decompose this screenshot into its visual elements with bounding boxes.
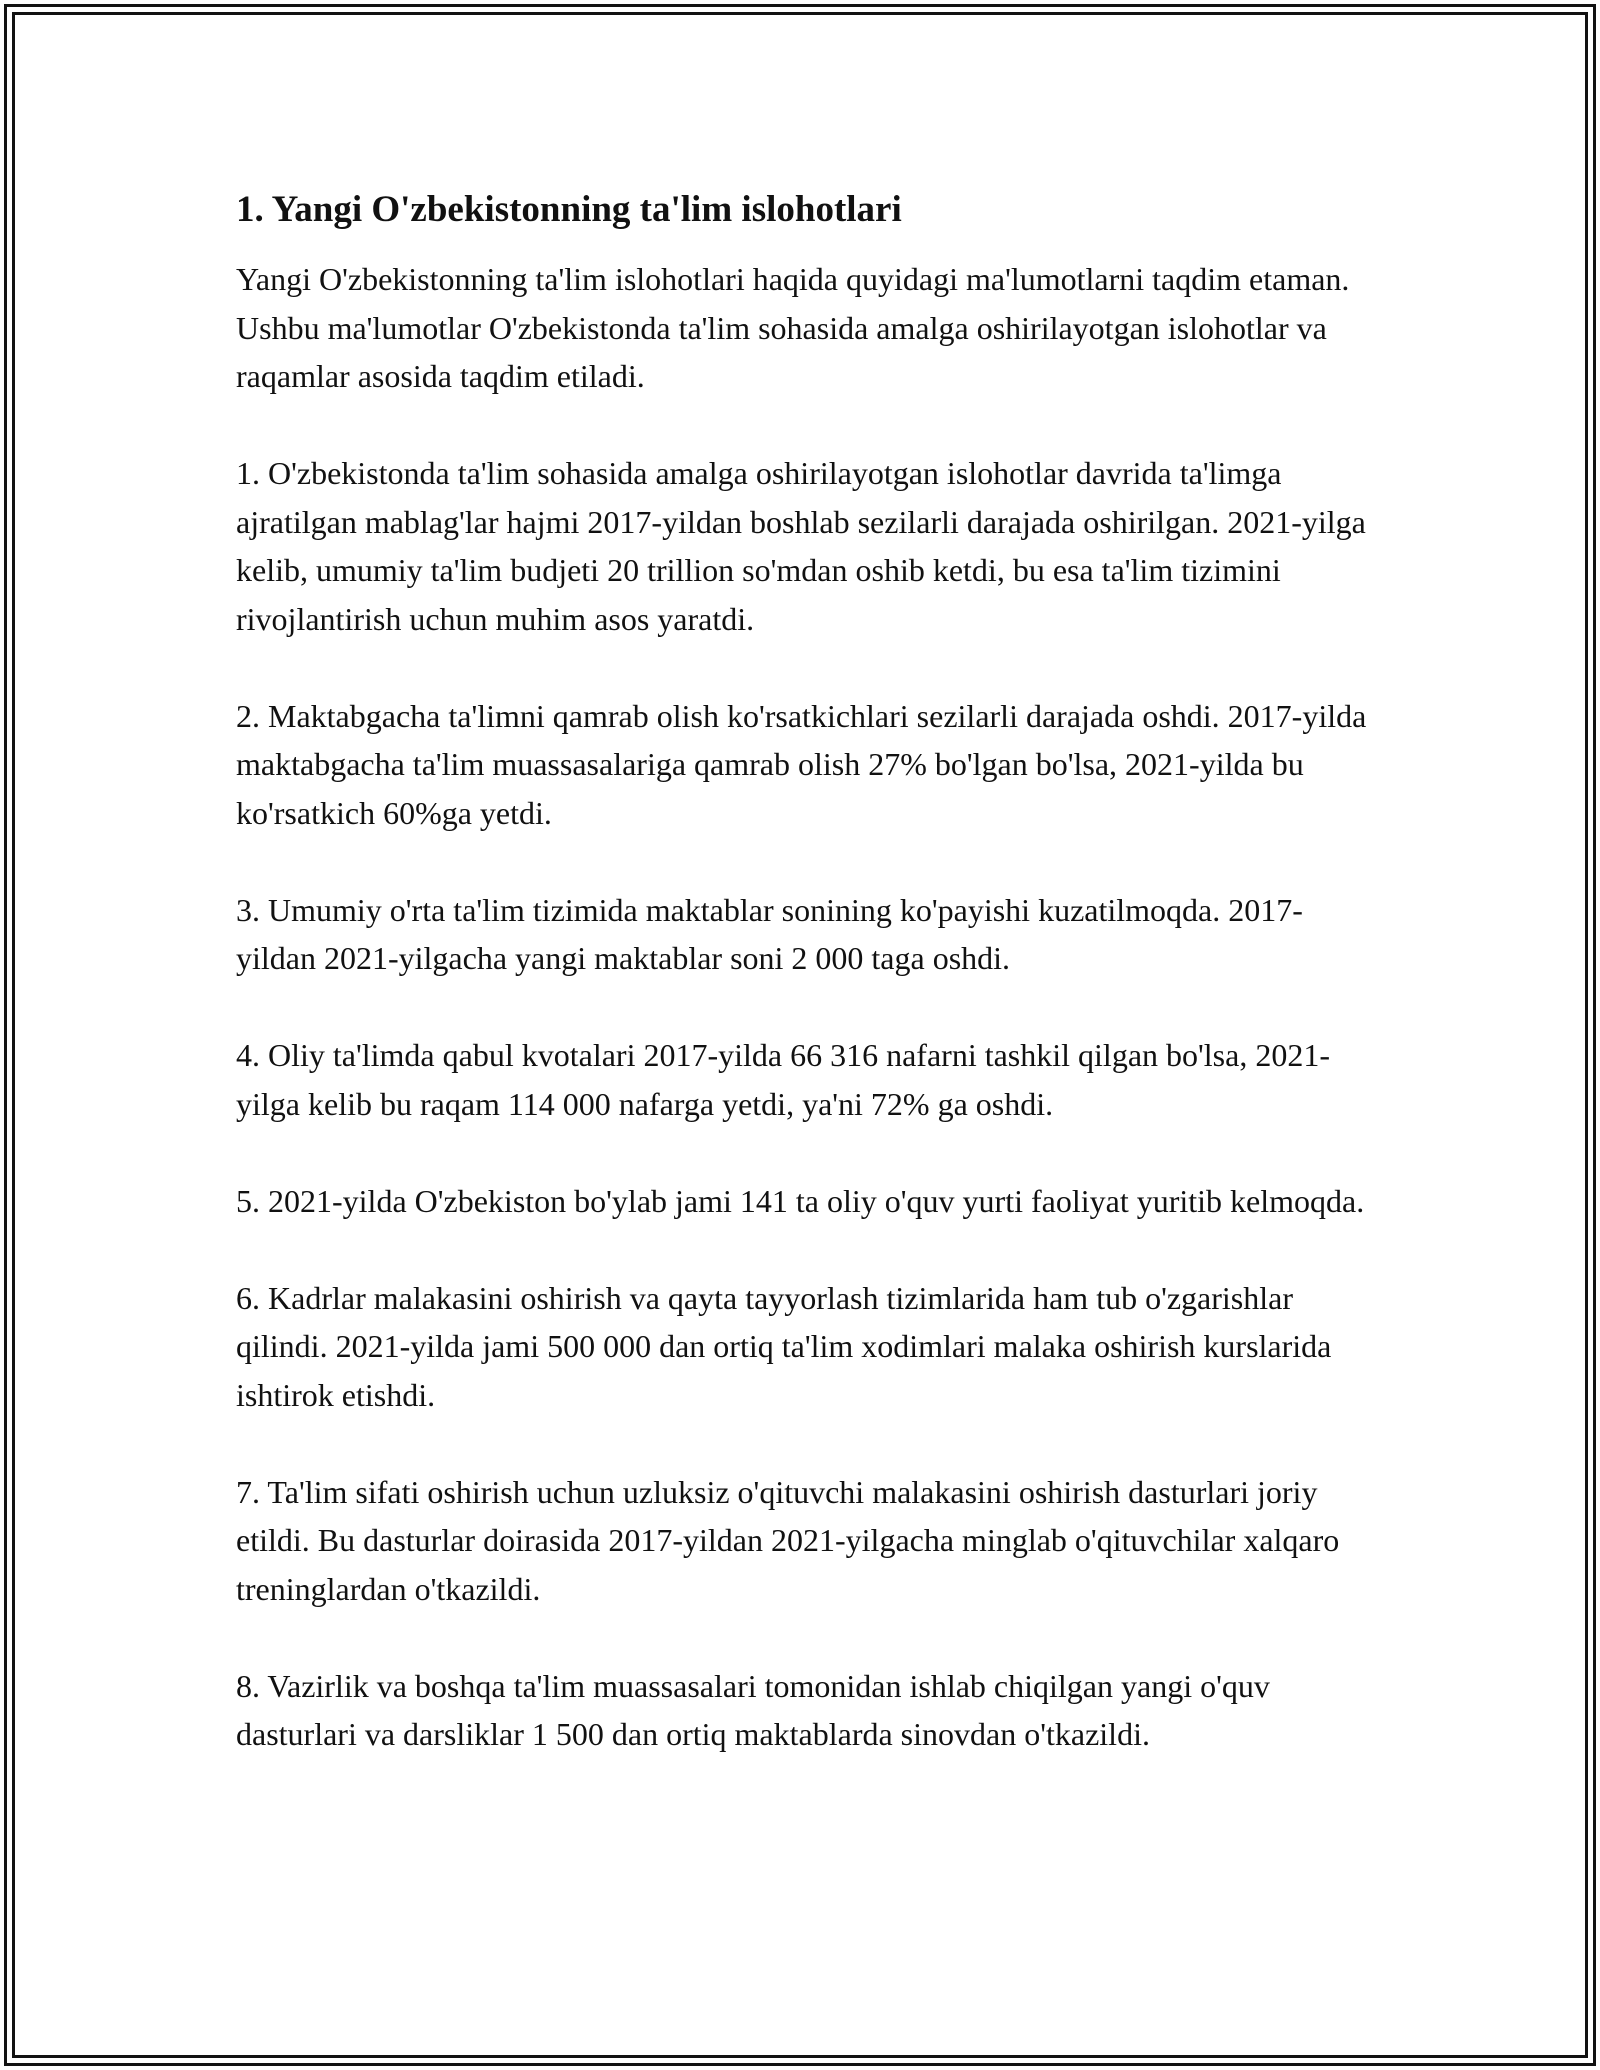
list-item-7: 7. Ta'lim sifati oshirish uchun uzluksiz o'qituvchi malakasini oshirish dasturlari joriy etildi. Bu dasturlar doirasida 2017-yildan 2021-yilgacha minglab o'qituvchilar xalqaro treninglardan o'tkazildi. [236,1473,1340,1607]
section-heading: 1. Yangi O'zbekistonning ta'lim islohotlari [236,189,902,230]
list-item-6: 6. Kadrlar malakasini oshirish va qayta tayyorlash tizimlarida ham tub o'zgarishlar qilindi. 2021-yilda jami 500 000 dan ortiq ta'lim xodimlari malaka oshirish kurslarida ishtirok etishdi. [236,1279,1332,1413]
list-item-5: 5. 2021-yilda O'zbekiston bo'ylab jami 141 ta oliy o'quv yurti faoliyat yuritib kelmoqda. [236,1182,1365,1219]
list-item-4: 4. Oliy ta'limda qabul kvotalari 2017-yilda 66 316 nafarni tashkil qilgan bo'lsa, 2021-yilga kelib bu raqam 114 000 nafarga yetdi, ya'ni 72% ga oshdi. [236,1037,1330,1122]
list-item-1: 1. O'zbekistonda ta'lim sohasida amalga oshirilayotgan islohotlar davrida ta'limga ajratilgan mablag'lar hajmi 2017-yildan boshlab sezilarli darajada oshirilgan. 2021-yilga kelib, umumiy ta'lim budjeti 20 trillion so'mdan oshib ketdi, bu esa ta'lim tizimini rivojlantirish uchun muhim asos yaratdi. [236,455,1366,637]
list-item-3: 3. Umumiy o'rta ta'lim tizimida maktablar sonining ko'payishi kuzatilmoqda. 2017-yildan 2021-yilgacha yangi maktablar soni 2 000 taga oshdi. [236,891,1303,976]
list-item-2: 2. Maktabgacha ta'limni qamrab olish ko'rsatkichlari sezilarli darajada oshdi. 2017-yilda maktabgacha ta'lim muassasalariga qamrab olish 27% bo'lgan bo'lsa, 2021-yilda bu ko'rsatkich 60%ga yetdi. [236,697,1367,831]
intro-paragraph: Yangi O'zbekistonning ta'lim islohotlari haqida quyidagi ma'lumotlarni taqdim etaman. Ushbu ma'lumotlar O'zbekistonda ta'lim sohasida amalga oshirilayotgan islohotlar va raqamlar asosida taqdim etiladi. [236,261,1350,394]
list-item-8: 8. Vazirlik va boshqa ta'lim muassasalari tomonidan ishlab chiqilgan yangi o'quv dasturlari va darsliklar 1 500 dan ortiq maktablarda sinovdan o'tkazildi. [236,1667,1270,1752]
document-body [236,186,1376,1807]
